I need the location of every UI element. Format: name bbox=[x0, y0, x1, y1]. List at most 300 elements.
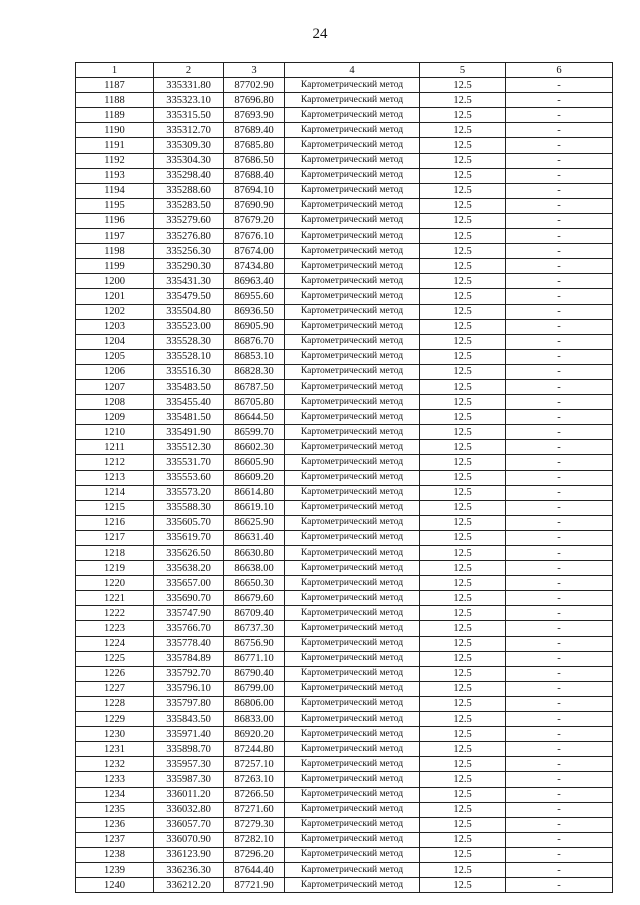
table-row bbox=[76, 153, 613, 168]
y-coordinate-cell: 87696.80 bbox=[224, 93, 285, 108]
accuracy-cell: 12.5 bbox=[420, 832, 506, 847]
accuracy-cell: 12.5 bbox=[420, 455, 506, 470]
y-coordinate-cell: 86771.10 bbox=[224, 651, 285, 666]
method-cell: Картометрический метод bbox=[285, 772, 420, 787]
x-coordinate-cell: 335256.30 bbox=[154, 244, 224, 259]
method-cell: Картометрический метод bbox=[285, 93, 420, 108]
table-row bbox=[76, 742, 613, 757]
table-row bbox=[76, 274, 613, 289]
table-row bbox=[76, 862, 613, 877]
point-number-cell: 1203 bbox=[76, 319, 154, 334]
method-cell: Картометрический метод bbox=[285, 183, 420, 198]
accuracy-cell: 12.5 bbox=[420, 591, 506, 606]
x-coordinate-cell: 336070.90 bbox=[154, 832, 224, 847]
y-coordinate-cell: 87279.30 bbox=[224, 817, 285, 832]
point-number-cell: 1188 bbox=[76, 93, 154, 108]
table-row bbox=[76, 712, 613, 727]
method-cell: Картометрический метод bbox=[285, 787, 420, 802]
note-cell: - bbox=[506, 470, 613, 485]
point-number-cell: 1195 bbox=[76, 198, 154, 213]
accuracy-cell: 12.5 bbox=[420, 500, 506, 515]
x-coordinate-cell: 336032.80 bbox=[154, 802, 224, 817]
x-coordinate-cell: 335797.80 bbox=[154, 696, 224, 711]
accuracy-cell: 12.5 bbox=[420, 93, 506, 108]
x-coordinate-cell: 335657.00 bbox=[154, 576, 224, 591]
coordinates-table bbox=[75, 62, 613, 893]
method-cell: Картометрический метод bbox=[285, 198, 420, 213]
point-number-cell: 1240 bbox=[76, 878, 154, 893]
table-row bbox=[76, 213, 613, 228]
method-cell: Картометрический метод bbox=[285, 576, 420, 591]
point-number-cell: 1206 bbox=[76, 364, 154, 379]
y-coordinate-cell: 86876.70 bbox=[224, 334, 285, 349]
accuracy-cell: 12.5 bbox=[420, 847, 506, 862]
y-coordinate-cell: 87282.10 bbox=[224, 832, 285, 847]
accuracy-cell: 12.5 bbox=[420, 696, 506, 711]
point-number-cell: 1233 bbox=[76, 772, 154, 787]
y-coordinate-cell: 87689.40 bbox=[224, 123, 285, 138]
table-row bbox=[76, 847, 613, 862]
page-number: 24 bbox=[312, 26, 328, 42]
note-cell: - bbox=[506, 787, 613, 802]
point-number-cell: 1220 bbox=[76, 576, 154, 591]
point-number-cell: 1208 bbox=[76, 395, 154, 410]
point-number-cell: 1198 bbox=[76, 244, 154, 259]
method-cell: Картометрический метод bbox=[285, 379, 420, 394]
note-cell: - bbox=[506, 666, 613, 681]
x-coordinate-cell: 335331.80 bbox=[154, 78, 224, 93]
x-coordinate-cell: 335553.60 bbox=[154, 470, 224, 485]
y-coordinate-cell: 87296.20 bbox=[224, 847, 285, 862]
method-cell: Картометрический метод bbox=[285, 349, 420, 364]
note-cell: - bbox=[506, 696, 613, 711]
accuracy-cell: 12.5 bbox=[420, 213, 506, 228]
note-cell: - bbox=[506, 259, 613, 274]
point-number-cell: 1196 bbox=[76, 213, 154, 228]
accuracy-cell: 12.5 bbox=[420, 379, 506, 394]
table-row bbox=[76, 108, 613, 123]
note-cell: - bbox=[506, 319, 613, 334]
y-coordinate-cell: 86790.40 bbox=[224, 666, 285, 681]
table-row bbox=[76, 379, 613, 394]
note-cell: - bbox=[506, 847, 613, 862]
point-number-cell: 1204 bbox=[76, 334, 154, 349]
note-cell: - bbox=[506, 349, 613, 364]
x-coordinate-cell: 335528.30 bbox=[154, 334, 224, 349]
note-cell: - bbox=[506, 636, 613, 651]
note-cell: - bbox=[506, 364, 613, 379]
method-cell: Картометрический метод bbox=[285, 832, 420, 847]
y-coordinate-cell: 87686.50 bbox=[224, 153, 285, 168]
note-cell: - bbox=[506, 168, 613, 183]
x-coordinate-cell: 335971.40 bbox=[154, 727, 224, 742]
note-cell: - bbox=[506, 410, 613, 425]
method-cell: Картометрический метод bbox=[285, 395, 420, 410]
x-coordinate-cell: 335431.30 bbox=[154, 274, 224, 289]
table-row bbox=[76, 410, 613, 425]
y-coordinate-cell: 86963.40 bbox=[224, 274, 285, 289]
point-number-cell: 1216 bbox=[76, 515, 154, 530]
point-number-cell: 1230 bbox=[76, 727, 154, 742]
y-coordinate-cell: 87693.90 bbox=[224, 108, 285, 123]
y-coordinate-cell: 87434.80 bbox=[224, 259, 285, 274]
x-coordinate-cell: 335512.30 bbox=[154, 440, 224, 455]
note-cell: - bbox=[506, 832, 613, 847]
table-row bbox=[76, 727, 613, 742]
method-cell: Картометрический метод bbox=[285, 334, 420, 349]
note-cell: - bbox=[506, 546, 613, 561]
y-coordinate-cell: 87690.90 bbox=[224, 198, 285, 213]
y-coordinate-cell: 87257.10 bbox=[224, 757, 285, 772]
table-row bbox=[76, 168, 613, 183]
y-coordinate-cell: 86644.50 bbox=[224, 410, 285, 425]
method-cell: Картометрический метод bbox=[285, 123, 420, 138]
method-cell: Картометрический метод bbox=[285, 304, 420, 319]
accuracy-cell: 12.5 bbox=[420, 138, 506, 153]
method-cell: Картометрический метод bbox=[285, 78, 420, 93]
point-number-cell: 1224 bbox=[76, 636, 154, 651]
note-cell: - bbox=[506, 229, 613, 244]
x-coordinate-cell: 335747.90 bbox=[154, 606, 224, 621]
method-cell: Картометрический метод bbox=[285, 244, 420, 259]
y-coordinate-cell: 87244.80 bbox=[224, 742, 285, 757]
point-number-cell: 1235 bbox=[76, 802, 154, 817]
note-cell: - bbox=[506, 576, 613, 591]
column-header: 4 bbox=[285, 63, 420, 78]
x-coordinate-cell: 335792.70 bbox=[154, 666, 224, 681]
method-cell: Картометрический метод bbox=[285, 712, 420, 727]
table-row bbox=[76, 817, 613, 832]
note-cell: - bbox=[506, 213, 613, 228]
table-row bbox=[76, 832, 613, 847]
method-cell: Картометрический метод bbox=[285, 410, 420, 425]
table-row bbox=[76, 561, 613, 576]
point-number-cell: 1202 bbox=[76, 304, 154, 319]
y-coordinate-cell: 86605.90 bbox=[224, 455, 285, 470]
x-coordinate-cell: 336236.30 bbox=[154, 862, 224, 877]
accuracy-cell: 12.5 bbox=[420, 787, 506, 802]
note-cell: - bbox=[506, 651, 613, 666]
y-coordinate-cell: 86625.90 bbox=[224, 515, 285, 530]
note-cell: - bbox=[506, 138, 613, 153]
y-coordinate-cell: 87674.00 bbox=[224, 244, 285, 259]
note-cell: - bbox=[506, 123, 613, 138]
accuracy-cell: 12.5 bbox=[420, 259, 506, 274]
accuracy-cell: 12.5 bbox=[420, 274, 506, 289]
table-row bbox=[76, 591, 613, 606]
y-coordinate-cell: 86955.60 bbox=[224, 289, 285, 304]
note-cell: - bbox=[506, 802, 613, 817]
point-number-cell: 1238 bbox=[76, 847, 154, 862]
x-coordinate-cell: 335626.50 bbox=[154, 546, 224, 561]
table-row bbox=[76, 802, 613, 817]
table-row bbox=[76, 530, 613, 545]
note-cell: - bbox=[506, 153, 613, 168]
point-number-cell: 1189 bbox=[76, 108, 154, 123]
table-row bbox=[76, 485, 613, 500]
accuracy-cell: 12.5 bbox=[420, 878, 506, 893]
x-coordinate-cell: 335288.60 bbox=[154, 183, 224, 198]
table-row bbox=[76, 500, 613, 515]
accuracy-cell: 12.5 bbox=[420, 802, 506, 817]
x-coordinate-cell: 335784.89 bbox=[154, 651, 224, 666]
accuracy-cell: 12.5 bbox=[420, 576, 506, 591]
accuracy-cell: 12.5 bbox=[420, 651, 506, 666]
note-cell: - bbox=[506, 817, 613, 832]
y-coordinate-cell: 86709.40 bbox=[224, 606, 285, 621]
point-number-cell: 1205 bbox=[76, 349, 154, 364]
table-row bbox=[76, 546, 613, 561]
note-cell: - bbox=[506, 274, 613, 289]
method-cell: Картометрический метод bbox=[285, 847, 420, 862]
accuracy-cell: 12.5 bbox=[420, 198, 506, 213]
accuracy-cell: 12.5 bbox=[420, 319, 506, 334]
note-cell: - bbox=[506, 334, 613, 349]
x-coordinate-cell: 335528.10 bbox=[154, 349, 224, 364]
table-row bbox=[76, 470, 613, 485]
table-row bbox=[76, 696, 613, 711]
table-row bbox=[76, 123, 613, 138]
y-coordinate-cell: 86705.80 bbox=[224, 395, 285, 410]
point-number-cell: 1217 bbox=[76, 530, 154, 545]
table-row bbox=[76, 229, 613, 244]
accuracy-cell: 12.5 bbox=[420, 168, 506, 183]
x-coordinate-cell: 335638.20 bbox=[154, 561, 224, 576]
x-coordinate-cell: 336212.20 bbox=[154, 878, 224, 893]
method-cell: Картометрический метод bbox=[285, 515, 420, 530]
point-number-cell: 1229 bbox=[76, 712, 154, 727]
point-number-cell: 1232 bbox=[76, 757, 154, 772]
accuracy-cell: 12.5 bbox=[420, 727, 506, 742]
y-coordinate-cell: 86806.00 bbox=[224, 696, 285, 711]
x-coordinate-cell: 335690.70 bbox=[154, 591, 224, 606]
y-coordinate-cell: 87263.10 bbox=[224, 772, 285, 787]
table-row bbox=[76, 138, 613, 153]
method-cell: Картометрический метод bbox=[285, 802, 420, 817]
method-cell: Картометрический метод bbox=[285, 470, 420, 485]
y-coordinate-cell: 86602.30 bbox=[224, 440, 285, 455]
note-cell: - bbox=[506, 742, 613, 757]
table-row bbox=[76, 651, 613, 666]
method-cell: Картометрический метод bbox=[285, 878, 420, 893]
note-cell: - bbox=[506, 395, 613, 410]
accuracy-cell: 12.5 bbox=[420, 153, 506, 168]
method-cell: Картометрический метод bbox=[285, 440, 420, 455]
method-cell: Картометрический метод bbox=[285, 425, 420, 440]
x-coordinate-cell: 335766.70 bbox=[154, 621, 224, 636]
method-cell: Картометрический метод bbox=[285, 681, 420, 696]
accuracy-cell: 12.5 bbox=[420, 621, 506, 636]
point-number-cell: 1222 bbox=[76, 606, 154, 621]
accuracy-cell: 12.5 bbox=[420, 530, 506, 545]
table-body bbox=[76, 78, 613, 893]
method-cell: Картометрический метод bbox=[285, 621, 420, 636]
note-cell: - bbox=[506, 727, 613, 742]
accuracy-cell: 12.5 bbox=[420, 244, 506, 259]
point-number-cell: 1218 bbox=[76, 546, 154, 561]
note-cell: - bbox=[506, 108, 613, 123]
accuracy-cell: 12.5 bbox=[420, 606, 506, 621]
method-cell: Картометрический метод bbox=[285, 561, 420, 576]
accuracy-cell: 12.5 bbox=[420, 440, 506, 455]
point-number-cell: 1190 bbox=[76, 123, 154, 138]
note-cell: - bbox=[506, 304, 613, 319]
note-cell: - bbox=[506, 878, 613, 893]
table-row bbox=[76, 621, 613, 636]
x-coordinate-cell: 335531.70 bbox=[154, 455, 224, 470]
y-coordinate-cell: 86679.60 bbox=[224, 591, 285, 606]
y-coordinate-cell: 87685.80 bbox=[224, 138, 285, 153]
x-coordinate-cell: 335796.10 bbox=[154, 681, 224, 696]
point-number-cell: 1219 bbox=[76, 561, 154, 576]
accuracy-cell: 12.5 bbox=[420, 515, 506, 530]
accuracy-cell: 12.5 bbox=[420, 123, 506, 138]
note-cell: - bbox=[506, 289, 613, 304]
x-coordinate-cell: 335843.50 bbox=[154, 712, 224, 727]
method-cell: Картометрический метод bbox=[285, 229, 420, 244]
x-coordinate-cell: 336123.90 bbox=[154, 847, 224, 862]
point-number-cell: 1223 bbox=[76, 621, 154, 636]
table-row bbox=[76, 636, 613, 651]
x-coordinate-cell: 335588.30 bbox=[154, 500, 224, 515]
x-coordinate-cell: 335312.70 bbox=[154, 123, 224, 138]
table-row bbox=[76, 289, 613, 304]
y-coordinate-cell: 86638.00 bbox=[224, 561, 285, 576]
table-row bbox=[76, 244, 613, 259]
y-coordinate-cell: 86630.80 bbox=[224, 546, 285, 561]
column-header: 1 bbox=[76, 63, 154, 78]
accuracy-cell: 12.5 bbox=[420, 817, 506, 832]
method-cell: Картометрический метод bbox=[285, 274, 420, 289]
accuracy-cell: 12.5 bbox=[420, 395, 506, 410]
accuracy-cell: 12.5 bbox=[420, 636, 506, 651]
column-header: 5 bbox=[420, 63, 506, 78]
x-coordinate-cell: 335481.50 bbox=[154, 410, 224, 425]
accuracy-cell: 12.5 bbox=[420, 349, 506, 364]
table-row bbox=[76, 349, 613, 364]
note-cell: - bbox=[506, 183, 613, 198]
table-row bbox=[76, 576, 613, 591]
point-number-cell: 1192 bbox=[76, 153, 154, 168]
accuracy-cell: 12.5 bbox=[420, 862, 506, 877]
note-cell: - bbox=[506, 425, 613, 440]
accuracy-cell: 12.5 bbox=[420, 364, 506, 379]
y-coordinate-cell: 86756.90 bbox=[224, 636, 285, 651]
point-number-cell: 1199 bbox=[76, 259, 154, 274]
y-coordinate-cell: 86631.40 bbox=[224, 530, 285, 545]
y-coordinate-cell: 87702.90 bbox=[224, 78, 285, 93]
y-coordinate-cell: 86614.80 bbox=[224, 485, 285, 500]
x-coordinate-cell: 335898.70 bbox=[154, 742, 224, 757]
x-coordinate-cell: 335778.40 bbox=[154, 636, 224, 651]
accuracy-cell: 12.5 bbox=[420, 289, 506, 304]
note-cell: - bbox=[506, 440, 613, 455]
point-number-cell: 1237 bbox=[76, 832, 154, 847]
y-coordinate-cell: 87694.10 bbox=[224, 183, 285, 198]
point-number-cell: 1214 bbox=[76, 485, 154, 500]
accuracy-cell: 12.5 bbox=[420, 666, 506, 681]
note-cell: - bbox=[506, 621, 613, 636]
note-cell: - bbox=[506, 379, 613, 394]
point-number-cell: 1209 bbox=[76, 410, 154, 425]
point-number-cell: 1215 bbox=[76, 500, 154, 515]
x-coordinate-cell: 335304.30 bbox=[154, 153, 224, 168]
y-coordinate-cell: 86737.30 bbox=[224, 621, 285, 636]
accuracy-cell: 12.5 bbox=[420, 470, 506, 485]
method-cell: Картометрический метод bbox=[285, 696, 420, 711]
point-number-cell: 1213 bbox=[76, 470, 154, 485]
method-cell: Картометрический метод bbox=[285, 817, 420, 832]
point-number-cell: 1236 bbox=[76, 817, 154, 832]
method-cell: Картометрический метод bbox=[285, 153, 420, 168]
table-row bbox=[76, 425, 613, 440]
accuracy-cell: 12.5 bbox=[420, 78, 506, 93]
x-coordinate-cell: 335573.20 bbox=[154, 485, 224, 500]
y-coordinate-cell: 87688.40 bbox=[224, 168, 285, 183]
table-row bbox=[76, 455, 613, 470]
column-header: 6 bbox=[506, 63, 613, 78]
accuracy-cell: 12.5 bbox=[420, 681, 506, 696]
table-row bbox=[76, 334, 613, 349]
method-cell: Картометрический метод bbox=[285, 742, 420, 757]
accuracy-cell: 12.5 bbox=[420, 485, 506, 500]
column-header: 3 bbox=[224, 63, 285, 78]
accuracy-cell: 12.5 bbox=[420, 108, 506, 123]
note-cell: - bbox=[506, 591, 613, 606]
y-coordinate-cell: 87271.60 bbox=[224, 802, 285, 817]
point-number-cell: 1226 bbox=[76, 666, 154, 681]
note-cell: - bbox=[506, 515, 613, 530]
table-row bbox=[76, 606, 613, 621]
x-coordinate-cell: 335283.50 bbox=[154, 198, 224, 213]
table-row bbox=[76, 93, 613, 108]
y-coordinate-cell: 86609.20 bbox=[224, 470, 285, 485]
method-cell: Картометрический метод bbox=[285, 289, 420, 304]
table-row bbox=[76, 772, 613, 787]
y-coordinate-cell: 87676.10 bbox=[224, 229, 285, 244]
method-cell: Картометрический метод bbox=[285, 138, 420, 153]
x-coordinate-cell: 335290.30 bbox=[154, 259, 224, 274]
note-cell: - bbox=[506, 561, 613, 576]
note-cell: - bbox=[506, 485, 613, 500]
x-coordinate-cell: 336057.70 bbox=[154, 817, 224, 832]
table-header-row bbox=[76, 63, 613, 78]
accuracy-cell: 12.5 bbox=[420, 546, 506, 561]
table-row bbox=[76, 440, 613, 455]
y-coordinate-cell: 86828.30 bbox=[224, 364, 285, 379]
table-row bbox=[76, 364, 613, 379]
x-coordinate-cell: 335987.30 bbox=[154, 772, 224, 787]
note-cell: - bbox=[506, 772, 613, 787]
y-coordinate-cell: 86936.50 bbox=[224, 304, 285, 319]
x-coordinate-cell: 335523.00 bbox=[154, 319, 224, 334]
y-coordinate-cell: 86650.30 bbox=[224, 576, 285, 591]
y-coordinate-cell: 86833.00 bbox=[224, 712, 285, 727]
table-row bbox=[76, 78, 613, 93]
point-number-cell: 1194 bbox=[76, 183, 154, 198]
note-cell: - bbox=[506, 712, 613, 727]
table-row bbox=[76, 787, 613, 802]
method-cell: Картометрический метод bbox=[285, 455, 420, 470]
y-coordinate-cell: 86619.10 bbox=[224, 500, 285, 515]
accuracy-cell: 12.5 bbox=[420, 183, 506, 198]
note-cell: - bbox=[506, 862, 613, 877]
y-coordinate-cell: 87644.40 bbox=[224, 862, 285, 877]
table-row bbox=[76, 515, 613, 530]
method-cell: Картометрический метод bbox=[285, 530, 420, 545]
point-number-cell: 1200 bbox=[76, 274, 154, 289]
x-coordinate-cell: 335491.90 bbox=[154, 425, 224, 440]
